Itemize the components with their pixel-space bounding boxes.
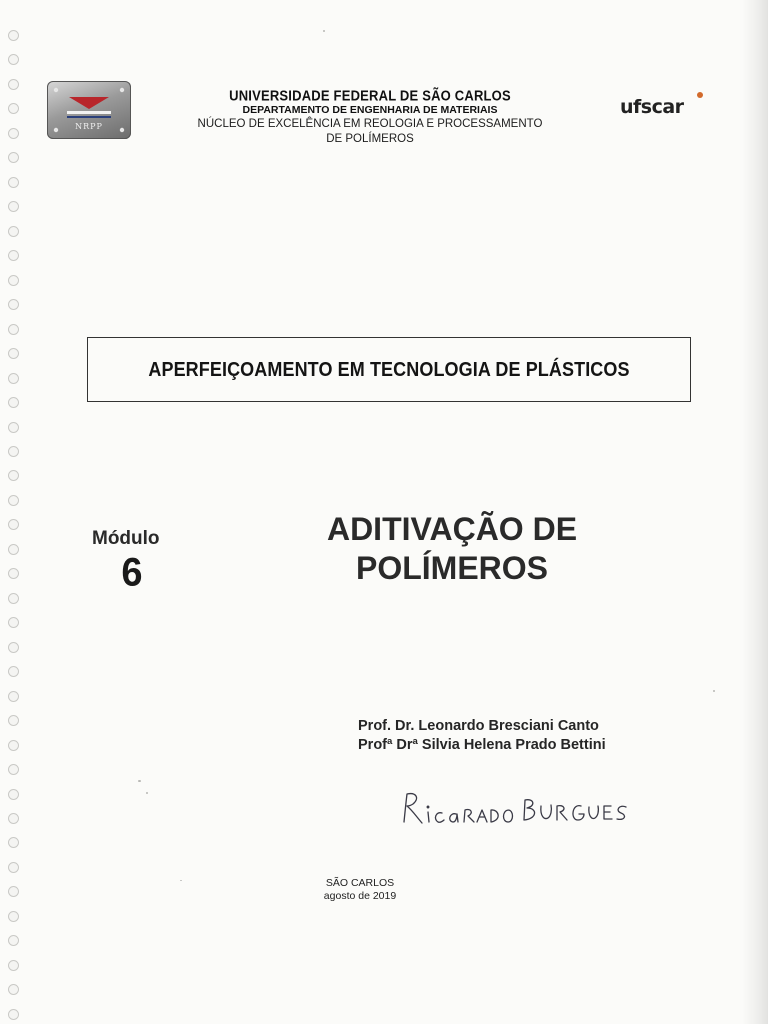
binding-hole: [8, 1009, 19, 1020]
nucleo-name-line2: DE POLÍMEROS: [326, 133, 414, 145]
main-title-line1: ADITIVAÇÃO DE: [326, 511, 578, 547]
ufscar-logo-dot: [697, 92, 703, 98]
footer-block: [300, 877, 420, 903]
binding-hole: [8, 740, 19, 751]
binding-hole: [8, 984, 19, 995]
binding-hole: [8, 593, 19, 604]
binding-hole: [8, 691, 19, 702]
scan-speck: [138, 780, 141, 782]
author-1: Prof. Dr. Leonardo Bresciani Canto: [358, 718, 599, 734]
binding-hole: [8, 324, 19, 335]
page-edge-shadow: [742, 0, 768, 1024]
binding-hole: [8, 470, 19, 481]
binding-hole: [8, 544, 19, 555]
course-title: APERFEIÇOAMENTO EM TECNOLOGIA DE PLÁSTICOS: [148, 357, 630, 381]
binding-hole: [8, 152, 19, 163]
binding-hole: [8, 617, 19, 628]
nrpp-logo: [47, 81, 131, 139]
binding-hole: [8, 837, 19, 848]
binding-hole: [8, 128, 19, 139]
department-name: DEPARTAMENTO DE ENGENHARIA DE MATERIAIS: [242, 104, 498, 116]
binding-hole: [8, 103, 19, 114]
binding-hole: [8, 911, 19, 922]
binding-hole: [8, 275, 19, 286]
binding-hole: [8, 250, 19, 261]
binding-hole: [8, 568, 19, 579]
binding-hole: [8, 495, 19, 506]
nrpp-logo-text: NRPP: [75, 122, 103, 131]
authors-list: [358, 717, 678, 755]
binding-hole: [8, 666, 19, 677]
scan-speck: [323, 30, 325, 32]
binding-hole: [8, 642, 19, 653]
binding-hole: [8, 348, 19, 359]
author-2: Profª Drª Silvia Helena Prado Bettini: [358, 737, 606, 753]
ufscar-logo-text: ufscar: [620, 96, 684, 118]
binding-hole: [8, 373, 19, 384]
module-number: 6: [121, 550, 143, 596]
binding-holes: [8, 30, 28, 1020]
module-label: Módulo: [92, 528, 160, 549]
binding-hole: [8, 54, 19, 65]
binding-hole: [8, 422, 19, 433]
scan-speck: [146, 792, 148, 794]
binding-hole: [8, 789, 19, 800]
binding-hole: [8, 886, 19, 897]
institution-header: [150, 88, 590, 146]
binding-hole: [8, 862, 19, 873]
binding-hole: [8, 764, 19, 775]
binding-hole: [8, 519, 19, 530]
binding-hole: [8, 715, 19, 726]
binding-hole: [8, 960, 19, 971]
binding-hole: [8, 226, 19, 237]
binding-hole: [8, 813, 19, 824]
binding-hole: [8, 30, 19, 41]
handwritten-signature: [398, 790, 638, 834]
binding-hole: [8, 446, 19, 457]
binding-hole: [8, 177, 19, 188]
main-title: [290, 510, 614, 588]
nucleo-name-line1: NÚCLEO DE EXCELÊNCIA EM REOLOGIA E PROCESSAMENTO: [197, 118, 543, 130]
binding-hole: [8, 201, 19, 212]
course-title-box: [87, 337, 691, 402]
ufscar-logo: [620, 92, 716, 128]
signature-icon: [398, 790, 638, 834]
binding-hole: [8, 397, 19, 408]
footer-date: agosto de 2019: [323, 890, 397, 902]
binding-hole: [8, 935, 19, 946]
binding-hole: [8, 299, 19, 310]
university-name: UNIVERSIDADE FEDERAL DE SÃO CARLOS: [229, 87, 511, 104]
scan-speck: [713, 690, 715, 692]
binding-hole: [8, 79, 19, 90]
footer-city: SÃO CARLOS: [325, 877, 395, 889]
scan-speck: [180, 880, 182, 881]
main-title-line2: POLÍMEROS: [355, 550, 548, 586]
